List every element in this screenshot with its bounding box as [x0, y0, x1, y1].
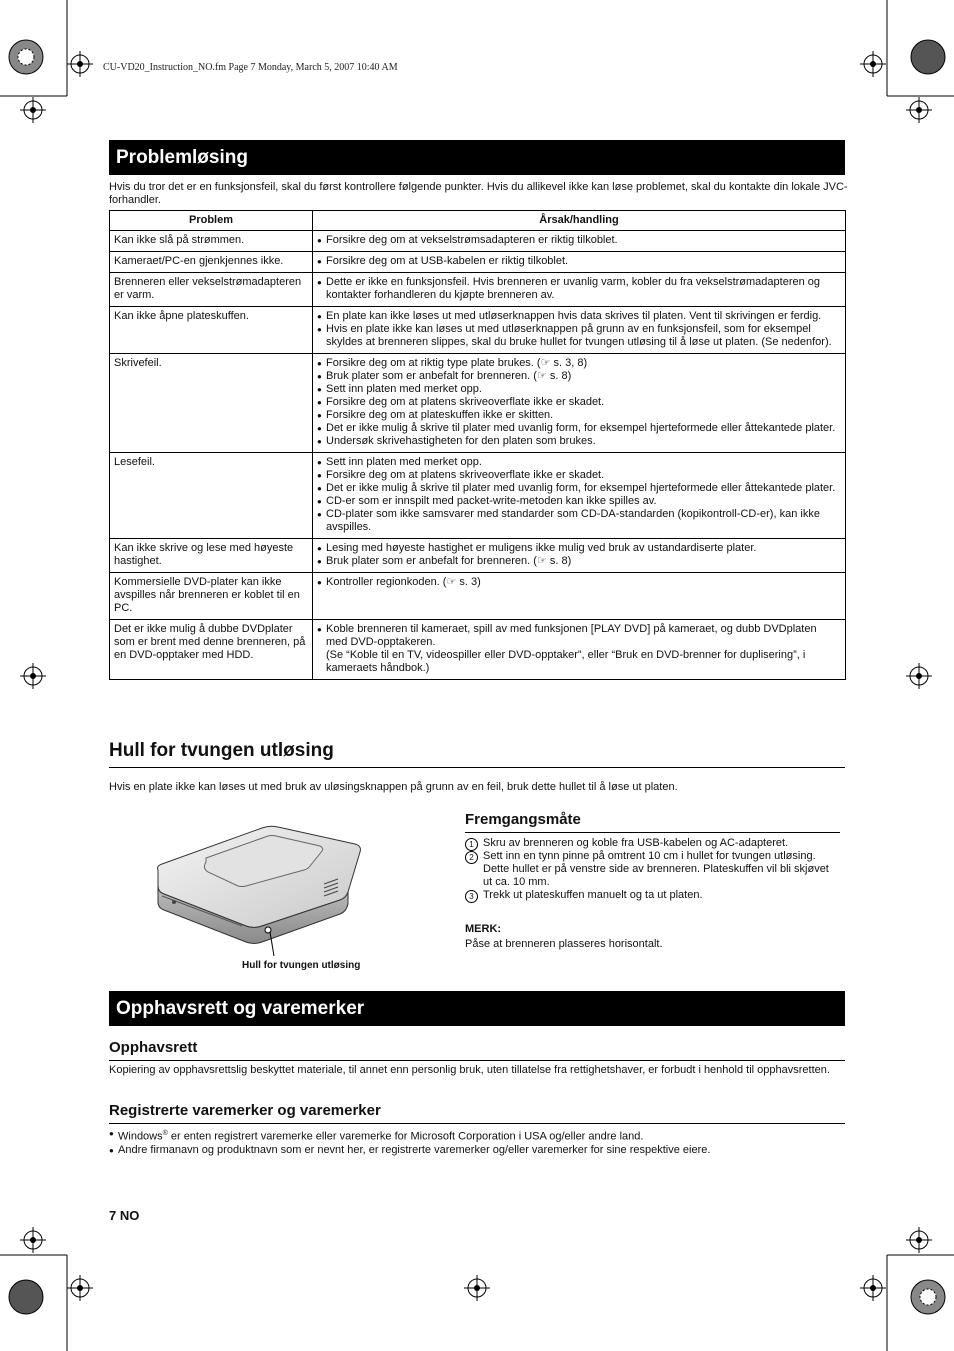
cause-cell: [313, 231, 846, 252]
note-text: Påse at brenneren plasseres horisontalt.: [465, 938, 663, 950]
cause-list: [317, 357, 841, 448]
step-number: 1: [465, 838, 478, 851]
problem-cell: Lesefeil.: [110, 453, 313, 539]
list-item: ● Sett inn platen med merket opp.: [317, 456, 841, 469]
table-row: [110, 620, 846, 680]
divider: [465, 832, 840, 833]
cause-list: [317, 276, 841, 302]
forced-eject-intro: Hvis en plate ikke kan løses ut med bruk av uløsingsknappen på grunn av en feil, bruk dette hullet til å løse ut platen.: [109, 781, 678, 793]
step-text: Skru av brenneren og koble fra USB-kabelen og AC-adapteret.: [483, 837, 789, 849]
list-item: ● Forsikre deg om at plateskuffen ikke er skitten.: [317, 409, 841, 422]
procedure-step: [465, 837, 840, 850]
list-item: ● Hvis en plate ikke kan løses ut med utløserknappen på grunn av en funksjonsfeil, som for eksempel skyldes at brenneren slippes, skal du bruke hullet for tvungen utløsing til å løse ut platen. (Se nedenfor).: [317, 323, 841, 349]
list-item: [109, 1144, 845, 1157]
table-row: [110, 573, 846, 620]
trademarks-title: Registrerte varemerker og varemerker: [109, 1102, 381, 1119]
trademark-windows: Windows: [118, 1130, 163, 1143]
table-row: [110, 354, 846, 453]
cause-cell: [313, 620, 846, 680]
list-item: [109, 1127, 845, 1144]
procedure-step: [465, 889, 840, 902]
list-item: ● Forsikre deg om at platens skriveoverflate ikke er skadet.: [317, 396, 841, 409]
cause-list: [317, 576, 841, 589]
list-item: ● Forsikre deg om at USB-kabelen er riktig tilkoblet.: [317, 255, 841, 268]
divider: [109, 1123, 845, 1124]
cause-cell: [313, 453, 846, 539]
trademark-text: Andre firmanavn og produktnavn som er nevnt her, er registrerte varemerker og/eller varemerker for sine respektive eiere.: [118, 1143, 711, 1156]
copyright-title: Opphavsrett: [109, 1039, 198, 1056]
list-item: ● Det er ikke mulig å skrive til plater med uvanlig form, for eksempel hjerteformede eller åttekantede plater.: [317, 482, 841, 495]
list-item: ● Undersøk skrivehastigheten for den platen som brukes.: [317, 435, 841, 448]
note-title: MERK:: [465, 923, 502, 935]
column-header-cause: Årsak/handling: [313, 211, 846, 231]
cause-list: [317, 234, 841, 247]
list-item: ● Det er ikke mulig å skrive til plater med uvanlig form, for eksempel hjerteformede eller åttekantede plater.: [317, 422, 841, 435]
cause-list: [317, 310, 841, 349]
cause-cell: [313, 273, 846, 307]
trademark-list: [109, 1127, 845, 1157]
procedure-steps: [465, 837, 840, 902]
step-text: Trekk ut plateskuffen manuelt og ta ut platen.: [483, 889, 703, 901]
table-row: [110, 231, 846, 252]
problem-cell: Kan ikke skrive og lese med høyeste hastighet.: [110, 539, 313, 573]
problem-cell: Kameraet/PC-en gjenkjennes ikke.: [110, 252, 313, 273]
trademark-text: er enten registrert varemerke eller varemerke for Microsoft Corporation i USA og/eller andre land.: [167, 1130, 644, 1143]
table-row: [110, 252, 846, 273]
problem-cell: Skrivefeil.: [110, 354, 313, 453]
list-item: ● Lesing med høyeste hastighet er muligens ikke mulig ved bruk av ustandardiserte plater.: [317, 542, 841, 555]
procedure-step: [465, 850, 840, 889]
list-item: ● Sett inn platen med merket opp.: [317, 383, 841, 396]
procedure-title: Fremgangsmåte: [465, 811, 581, 828]
list-item: ● Dette er ikke en funksjonsfeil. Hvis brenneren er uvanlig varm, kobler du fra vekselstrømadapteren og kontakter forhandleren du kjøpte brenneren av.: [317, 276, 841, 302]
list-item: ● Bruk plater som er anbefalt for brenneren. (☞ s. 8): [317, 370, 841, 383]
section-title-troubleshooting: Problemløsing: [109, 140, 845, 175]
problem-cell: Kan ikke slå på strømmen.: [110, 231, 313, 252]
copyright-text: Kopiering av opphavsrettslig beskyttet materiale, til annet enn personlig bruk, uten tillatelse fra rettighetshaver, er forbudt i henhold til opphavsretten.: [109, 1064, 830, 1076]
list-item: ● CD-plater som ikke samsvarer med standarder som CD-DA-standarden (kopikontroll-CD-er), kan ikke avspilles.: [317, 508, 841, 534]
column-header-problem: Problem: [110, 211, 313, 231]
list-item: ● Forsikre deg om at riktig type plate brukes. (☞ s. 3, 8): [317, 357, 841, 370]
cause-cell: [313, 354, 846, 453]
step-number: 3: [465, 890, 478, 903]
table-header-row: [110, 211, 846, 231]
cause-list: [317, 623, 841, 675]
problem-cell: Det er ikke mulig å dubbe DVDplater som er brent med denne brenneren, på en DVD-opptaker med HDD.: [110, 620, 313, 680]
list-item: ● Forsikre deg om at vekselstrømsadapteren er riktig tilkoblet.: [317, 234, 841, 247]
troubleshooting-table: [109, 210, 846, 680]
section-title-copyright-trademarks: Opphavsrett og varemerker: [109, 991, 845, 1026]
cause-cell: [313, 573, 846, 620]
file-slug: CU-VD20_Instruction_NO.fm Page 7 Monday, March 5, 2007 10:40 AM: [103, 62, 398, 73]
problem-cell: Kommersielle DVD-plater kan ikke avspilles når brenneren er koblet til en PC.: [110, 573, 313, 620]
list-item: ● Koble brenneren til kameraet, spill av med funksjonen [PLAY DVD] på kameraet, og dubb DVDplaten med DVD-opptakeren. (Se “Koble til en TV, videospiller eller DVD-opptaker”, eller “Bruk en DVD-brenner for duplisering”, i kameraets håndbok.): [317, 623, 841, 675]
table-row: [110, 453, 846, 539]
table-row: [110, 273, 846, 307]
cause-list: [317, 456, 841, 534]
divider: [109, 1060, 845, 1061]
problem-cell: Brenneren eller vekselstrømadapteren er varm.: [110, 273, 313, 307]
list-item: ● En plate kan ikke løses ut med utløserknappen hvis data skrives til platen. Vent til skrivingen er ferdig.: [317, 310, 841, 323]
dvd-burner-illustration: [150, 822, 370, 962]
cause-cell: [313, 539, 846, 573]
list-item: ● Kontroller regionkoden. (☞ s. 3): [317, 576, 841, 589]
section-title-forced-eject: Hull for tvungen utløsing: [109, 740, 334, 761]
divider: [109, 767, 845, 768]
table-row: [110, 539, 846, 573]
list-item: ● CD-er som er innspilt med packet-write-metoden kan ikke spilles av.: [317, 495, 841, 508]
table-row: [110, 307, 846, 354]
troubleshooting-intro: Hvis du tror det er en funksjonsfeil, skal du først kontrollere følgende punkter. Hvis du allikevel ikke kan løse problemet, skal du kontakte din lokale JVC-forhandler.: [109, 181, 848, 206]
cause-cell: [313, 252, 846, 273]
problem-cell: Kan ikke åpne plateskuffen.: [110, 307, 313, 354]
cause-cell: [313, 307, 846, 354]
page-number: 7 NO: [109, 1208, 140, 1223]
cause-list: [317, 542, 841, 568]
list-item: ● Forsikre deg om at platens skriveoverflate ikke er skadet.: [317, 469, 841, 482]
registered-mark: ®: [162, 1130, 168, 1137]
step-number: 2: [465, 851, 478, 864]
cause-list: [317, 255, 841, 268]
illustration-caption: Hull for tvungen utløsing: [242, 960, 361, 971]
step-text: Sett inn en tynn pinne på omtrent 10 cm i hullet for tvungen utløsing. Dette hullet er på venstre side av brenneren. Plateskuffen vil bli skjøvet ut ca. 10 mm.: [483, 850, 829, 888]
list-item: ● Bruk plater som er anbefalt for brenneren. (☞ s. 8): [317, 555, 841, 568]
